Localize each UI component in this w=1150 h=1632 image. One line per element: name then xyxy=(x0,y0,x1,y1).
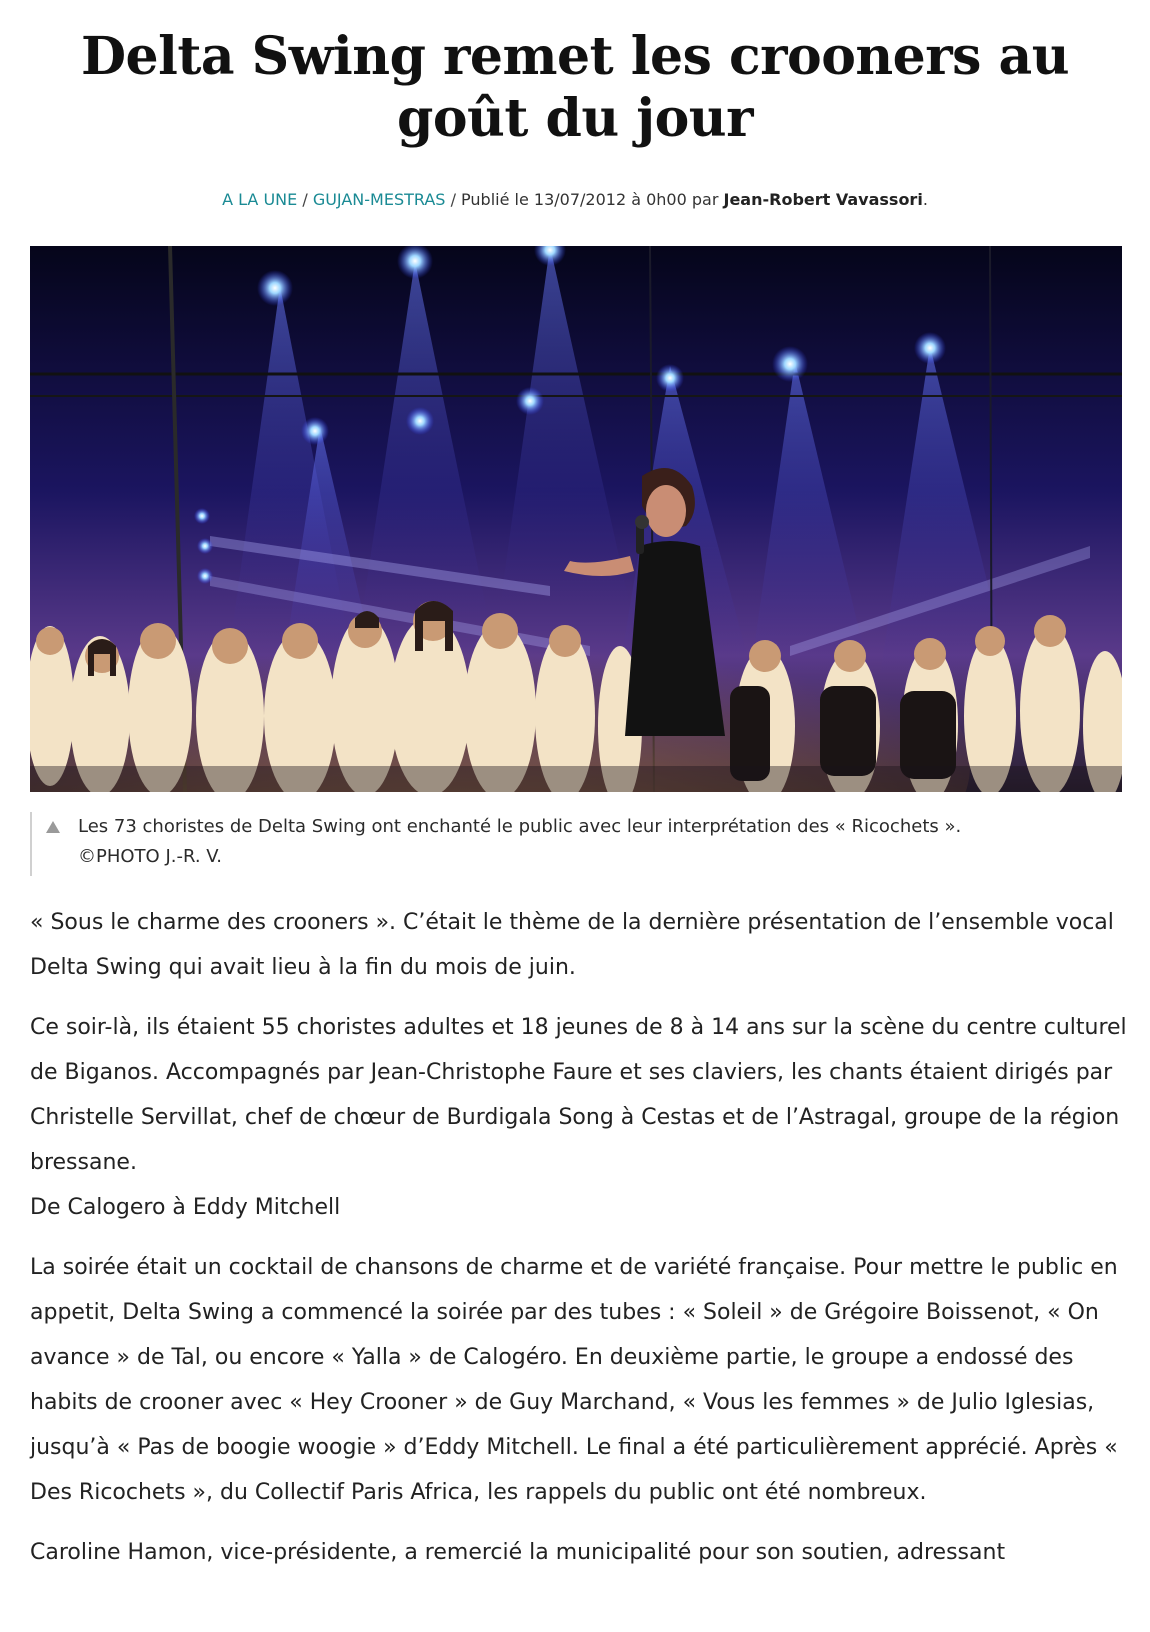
article-title: Delta Swing remet les crooners au goût du jour xyxy=(80,26,1070,149)
caption-triangle-icon xyxy=(46,821,60,833)
article-body xyxy=(30,900,1130,1590)
paragraph-3: La soirée était un cocktail de chansons de charme et de variété française. Pour mettre le public en appetit, Delta Swing a commencé la soirée par des tubes : « Soleil » de Grégoire Boissenot, « On avance » de Tal, ou encore « Yalla » de Calogéro. En deuxième partie, le groupe a endossé des habits de crooner avec « Hey Crooner » de Guy Marchand, « Vous les femmes » de Julio Iglesias, jusqu’à « Pas de boogie woogie » d’Eddy Mitchell. Le final a été particulièrement apprécié. Après « Des Ricochets », du Collectif Paris Africa, les rappels du public ont été nombreux. xyxy=(30,1255,1118,1505)
article-photo[interactable] xyxy=(30,246,1122,792)
author-name[interactable]: Jean-Robert Vavassori xyxy=(723,190,923,209)
breadcrumb-separator: / xyxy=(450,190,462,209)
breadcrumb-separator: / xyxy=(302,190,313,209)
article-meta: A LA UNE / GUJAN-MESTRAS / Publié le 13/07/2012 à 0h00 par Jean-Robert Vavassori. xyxy=(222,190,928,209)
caption-credit: ©PHOTO J.-R. V. xyxy=(78,846,222,867)
subheading: De Calogero à Eddy Mitchell xyxy=(30,1195,341,1220)
photo-caption xyxy=(30,812,1122,876)
breadcrumb-gujan-mestras[interactable]: GUJAN-MESTRAS xyxy=(312,190,446,209)
paragraph-2: Ce soir-là, ils étaient 55 choristes adultes et 18 jeunes de 8 à 14 ans sur la scène du centre culturel de Biganos. Accompagnés par Jean-Christophe Faure et ses claviers, les chants étaient dirigés par Christelle Servillat, chef de chœur de Burdigala Song à Cestas et de l’Astragal, groupe de la région bressane. xyxy=(30,1015,1127,1175)
paragraph-1: « Sous le charme des crooners ». C’était le thème de la dernière présentation de l’ensemble vocal Delta Swing qui avait lieu à la fin du mois de juin. xyxy=(30,910,1114,980)
choir-stage-photo xyxy=(30,246,1122,792)
caption-text: Les 73 choristes de Delta Swing ont enchanté le public avec leur interprétation des « Ricochets ». xyxy=(78,816,962,837)
published-date: Publié le 13/07/2012 à 0h00 par xyxy=(461,190,719,209)
breadcrumb-a-la-une[interactable]: A LA UNE xyxy=(222,190,298,209)
paragraph-4: Caroline Hamon, vice-présidente, a remercié la municipalité pour son soutien, adressant xyxy=(30,1540,1006,1565)
